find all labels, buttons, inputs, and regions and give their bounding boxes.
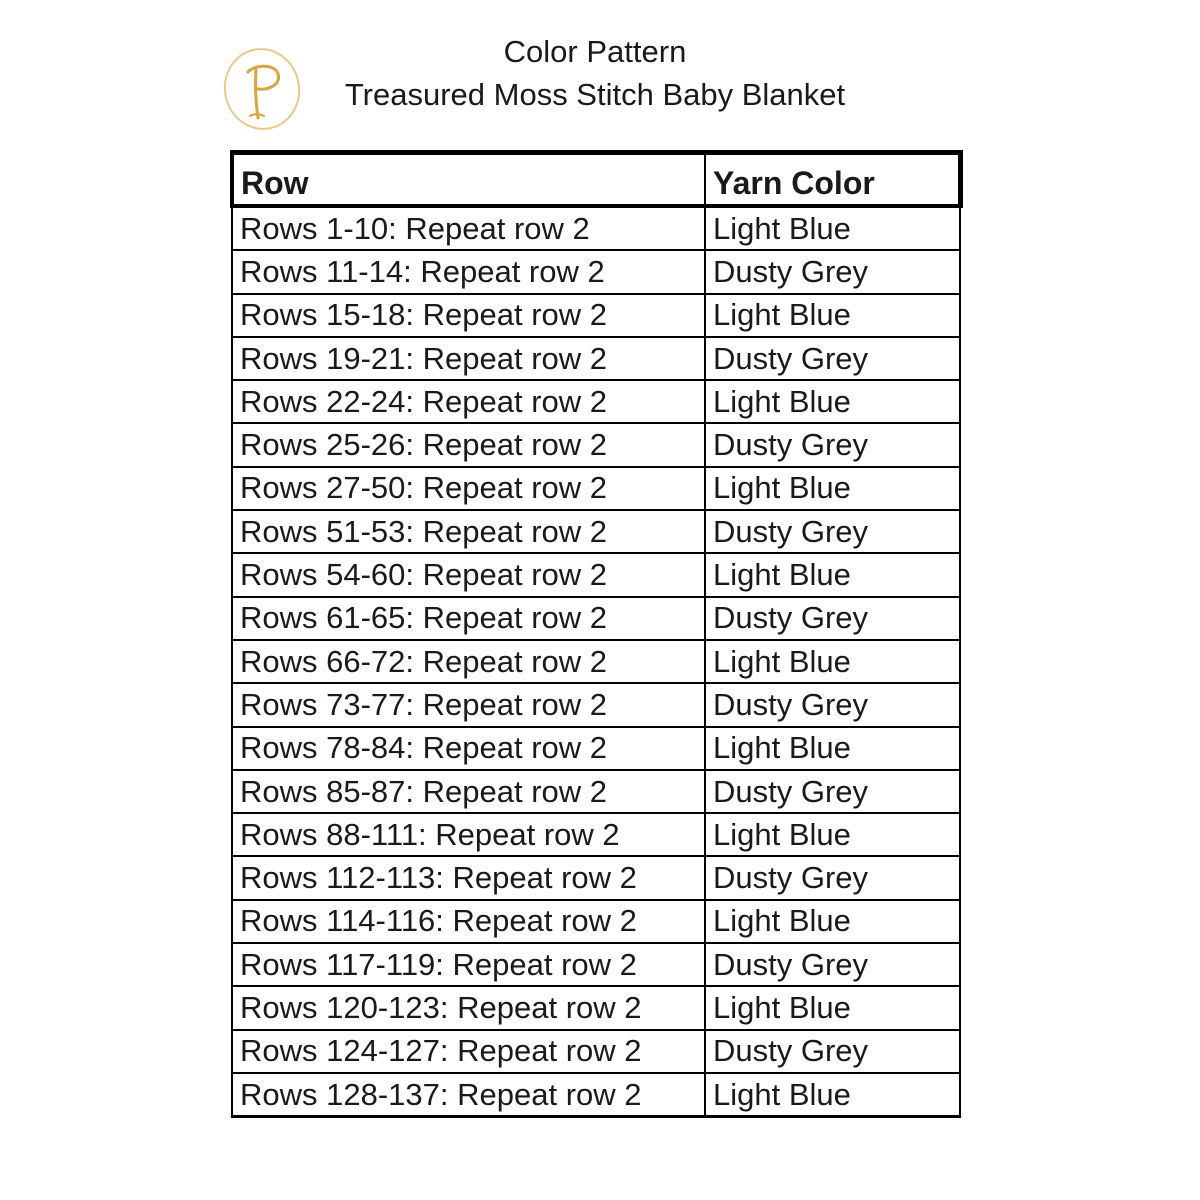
yarn-color-cell: Dusty Grey bbox=[705, 250, 960, 293]
row-range-cell: Rows 117-119: Repeat row 2 bbox=[232, 943, 705, 986]
color-pattern-table-wrapper bbox=[230, 150, 960, 1118]
table-row bbox=[232, 553, 960, 596]
letter-p-logo-icon bbox=[222, 46, 302, 132]
row-range-cell: Rows 88-111: Repeat row 2 bbox=[232, 813, 705, 856]
table-row bbox=[232, 467, 960, 510]
table-row bbox=[232, 986, 960, 1029]
yarn-color-cell: Light Blue bbox=[705, 986, 960, 1029]
yarn-color-cell: Light Blue bbox=[705, 380, 960, 423]
row-range-cell: Rows 124-127: Repeat row 2 bbox=[232, 1030, 705, 1073]
yarn-color-cell: Light Blue bbox=[705, 294, 960, 337]
logo-graphic bbox=[222, 46, 302, 132]
yarn-color-cell: Dusty Grey bbox=[705, 423, 960, 466]
row-range-cell: Rows 114-116: Repeat row 2 bbox=[232, 900, 705, 943]
table-row bbox=[232, 1030, 960, 1073]
table-row bbox=[232, 250, 960, 293]
yarn-color-cell: Light Blue bbox=[705, 900, 960, 943]
yarn-color-cell: Light Blue bbox=[705, 640, 960, 683]
row-range-cell: Rows 66-72: Repeat row 2 bbox=[232, 640, 705, 683]
table-header-row bbox=[232, 153, 960, 207]
yarn-color-cell: Dusty Grey bbox=[705, 597, 960, 640]
row-range-cell: Rows 15-18: Repeat row 2 bbox=[232, 294, 705, 337]
row-range-cell: Rows 25-26: Repeat row 2 bbox=[232, 423, 705, 466]
row-range-cell: Rows 73-77: Repeat row 2 bbox=[232, 683, 705, 726]
table-row bbox=[232, 206, 960, 250]
row-range-cell: Rows 51-53: Repeat row 2 bbox=[232, 510, 705, 553]
table-row bbox=[232, 597, 960, 640]
yarn-color-cell: Dusty Grey bbox=[705, 683, 960, 726]
row-range-cell: Rows 61-65: Repeat row 2 bbox=[232, 597, 705, 640]
yarn-color-cell: Light Blue bbox=[705, 813, 960, 856]
table-row bbox=[232, 900, 960, 943]
table-row bbox=[232, 423, 960, 466]
yarn-color-cell: Light Blue bbox=[705, 1073, 960, 1117]
title-block bbox=[300, 30, 890, 116]
yarn-color-cell: Dusty Grey bbox=[705, 856, 960, 899]
title-line-1: Color Pattern bbox=[503, 34, 687, 69]
row-range-cell: Rows 27-50: Repeat row 2 bbox=[232, 467, 705, 510]
table-row bbox=[232, 510, 960, 553]
yarn-color-cell: Dusty Grey bbox=[705, 943, 960, 986]
header-row: Row bbox=[232, 153, 705, 207]
table-row bbox=[232, 683, 960, 726]
row-range-cell: Rows 1-10: Repeat row 2 bbox=[232, 206, 705, 250]
yarn-color-cell: Dusty Grey bbox=[705, 337, 960, 380]
table-row bbox=[232, 337, 960, 380]
row-range-cell: Rows 11-14: Repeat row 2 bbox=[232, 250, 705, 293]
table-row bbox=[232, 943, 960, 986]
yarn-color-cell: Light Blue bbox=[705, 553, 960, 596]
yarn-color-cell: Light Blue bbox=[705, 467, 960, 510]
header-yarn-color: Yarn Color bbox=[705, 153, 960, 207]
table-row bbox=[232, 640, 960, 683]
color-pattern-table bbox=[230, 150, 963, 1118]
row-range-cell: Rows 19-21: Repeat row 2 bbox=[232, 337, 705, 380]
table-body bbox=[232, 206, 960, 1117]
table-row bbox=[232, 380, 960, 423]
row-range-cell: Rows 54-60: Repeat row 2 bbox=[232, 553, 705, 596]
table-row bbox=[232, 813, 960, 856]
yarn-color-cell: Light Blue bbox=[705, 206, 960, 250]
yarn-color-cell: Dusty Grey bbox=[705, 770, 960, 813]
yarn-color-cell: Light Blue bbox=[705, 727, 960, 770]
row-range-cell: Rows 22-24: Repeat row 2 bbox=[232, 380, 705, 423]
table-row bbox=[232, 294, 960, 337]
row-range-cell: Rows 128-137: Repeat row 2 bbox=[232, 1073, 705, 1117]
row-range-cell: Rows 120-123: Repeat row 2 bbox=[232, 986, 705, 1029]
table-row bbox=[232, 770, 960, 813]
yarn-color-cell: Dusty Grey bbox=[705, 510, 960, 553]
row-range-cell: Rows 78-84: Repeat row 2 bbox=[232, 727, 705, 770]
row-range-cell: Rows 85-87: Repeat row 2 bbox=[232, 770, 705, 813]
table-row bbox=[232, 727, 960, 770]
yarn-color-cell: Dusty Grey bbox=[705, 1030, 960, 1073]
row-range-cell: Rows 112-113: Repeat row 2 bbox=[232, 856, 705, 899]
table-row bbox=[232, 1073, 960, 1117]
table-row bbox=[232, 856, 960, 899]
title-line-2: Treasured Moss Stitch Baby Blanket bbox=[344, 77, 846, 112]
